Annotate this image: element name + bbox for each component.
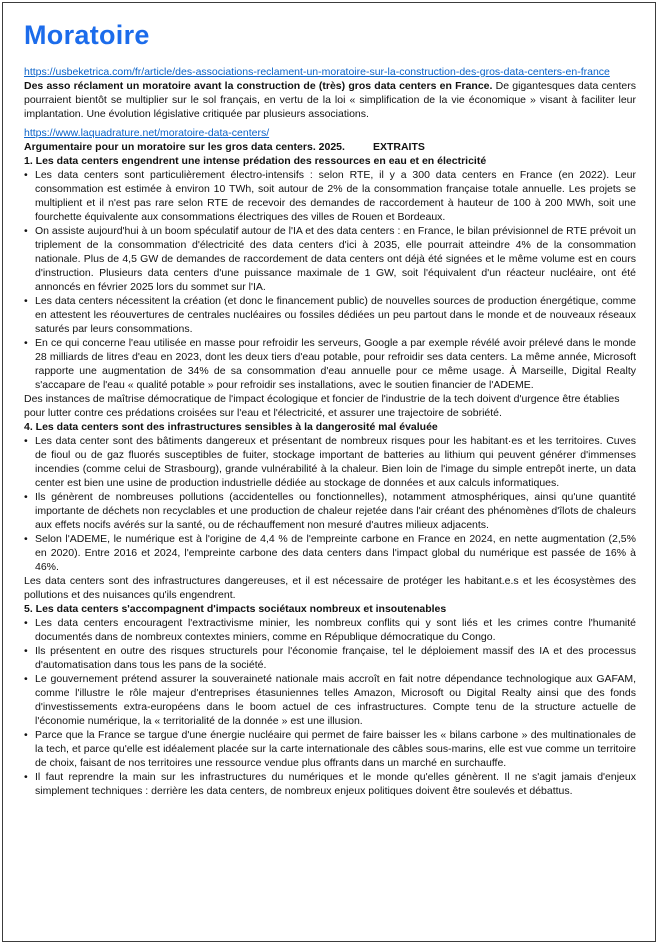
argumentaire-title: Argumentaire pour un moratoire sur les gros data centers. 2025. <box>24 141 345 153</box>
document-content <box>3 3 655 798</box>
extraits-label: EXTRAITS <box>372 141 425 153</box>
section-1-closing: Des instances de maîtrise démocratique de l'impact écologique et foncier de l'industrie de la tech doivent d'urgence être établies pour lutter contre ces prédations croisées sur l'eau et l'électricité, et assurer une trajectoire de sobriété. <box>24 393 620 419</box>
link-paragraph-1 <box>24 65 636 79</box>
bullet-item: • Le gouvernement prétend assurer la souveraineté nationale mais accroît en fait notre dépendance technologique aux GAFAM, comme l'illustre le rôle majeur d'entreprises étasuniennes telles Amazon, Microsoft ou Digital Realty ainsi que des fonds d'investissements extra-européens dans le boom actuel de ces infrastructures. Compte tenu de la structure actuelle de l'économie numérique, la « territorialité de la donnée » est une illusion. <box>24 672 636 728</box>
bullet-item: • Ils présentent en outre des risques structurels pour l'économie française, tel le déploiement massif des IA et des processus d'automatisation dans tous les pans de la société. <box>24 644 636 672</box>
section-1 <box>24 154 636 420</box>
page-title: Moratoire <box>24 20 150 50</box>
bullet-item: • Les data center sont des bâtiments dangereux et présentant de nombreux risques pour les habitant·es et les territoires. Cuves de fioul ou de gaz fluorés susceptibles de fuiter, stockage important de batteries au lithium qui peuvent générer d'immenses incendies (comme celui de Strasbourg), grande vulnérabilité à la chaleur. Bien loin de l'image du simple entrepôt inerte, un data center est bien une usine de production industrielle dédiée au stockage de données et aux calculs informatiques. <box>24 434 636 490</box>
section-4-closing: Les data centers sont des infrastructures dangereuses, et il est nécessaire de protéger les habitant.e.s et les écosystèmes des pollutions et des nuisances qu'ils engendrent. <box>24 575 636 601</box>
bullet-item: • Les data centers encouragent l'extractivisme minier, les nombreux conflits qui y sont liés et les crimes contre l'humanité documentés dans de nombreux contextes miniers, comme en République démocratique du Congo. <box>24 616 636 644</box>
article-link-usbeketrica[interactable]: https://usbeketrica.com/fr/article/des-associations-reclament-un-moratoire-sur-la-construction-des-gros-data-centers-en-france <box>24 66 610 78</box>
bullet-item: • Ils génèrent de nombreuses pollutions (accidentelles ou fonctionnelles), notamment atmosphériques, ainsi qu'une quantité importante de déchets non recyclables et une production de chaleur rejetée dans l'air créant des phénomènes d'îlots de chaleurs aux effets nocifs avérés sur la santé, ou de réchauffement non mesuré d'autres milieux adjacents. <box>24 490 636 532</box>
intro-paragraph <box>24 79 636 121</box>
bullet-item: • On assiste aujourd'hui à un boom spéculatif autour de l'IA et des data centers : en France, le bilan prévisionnel de RTE prévoit un triplement de la consommation d'électricité des data centers d'ici à 2035, elle pourrait atteindre 4% de la consommation nationale. Plus de 4,5 GW de demandes de raccordement de data centers ont déjà été signées et le même volume est en cours d'instruction. Plusieurs data centers d'une puissance maximale de 1 GW, soit l'équivalent d'un réacteur nucléaire, ont été annoncés en février 2025 lors du sommet sur l'IA. <box>24 224 636 294</box>
bullet-item: • Les data centers sont particulièrement électro-intensifs : selon RTE, il y a 300 data centers en France (en 2022). Leur consommation est estimée à environ 10 TWh, soit autour de 2% de la consommation française totale annuelle. Les projets se multiplient et il n'est pas rare selon RTE de recevoir des demandes de raccordement à hauteur de 100 à 200 MWh, soit une fourchette équivalente aux consommations électriques des villes de Rouen et Bordeaux. <box>24 168 636 224</box>
bullet-item: • Il faut reprendre la main sur les infrastructures du numériques et le monde qu'elles génèrent. Il ne s'agit jamais d'enjeux simplement techniques : derrière les data centers, de nombreux enjeux politiques doivent être soulevés et débattus. <box>24 770 636 798</box>
argumentaire-line <box>24 140 636 154</box>
section-5-heading: 5. Les data centers s'accompagnent d'impacts sociétaux nombreux et insoutenables <box>24 603 447 615</box>
bullet-item: • En ce qui concerne l'eau utilisée en masse pour refroidir les serveurs, Google a par exemple révélé avoir prélevé dans le monde 28 milliards de litres d'eau en 2023, dont les deux tiers d'eau potable, pour refroidir ses data centers. La même année, Microsoft rapporte une augmentation de 34% de sa consommation d'eau annuelle pour ce même usage. À Marseille, Digital Realty s'accapare de l'eau « qualité potable » pour refroidir ses installations, avec le soutien financier de l'ADEME. <box>24 336 636 392</box>
document-page <box>2 2 656 942</box>
article-link-laquadrature[interactable]: https://www.laquadrature.net/moratoire-data-centers/ <box>24 127 270 139</box>
bullet-item: • Selon l'ADEME, le numérique est à l'origine de 4,4 % de l'empreinte carbone en France en 2024, en nette augmentation (2,5% en 2020). Entre 2016 et 2024, l'empreinte carbone des data centers dans l'impact global du numérique est passée de 16% à 46%. <box>24 532 636 574</box>
section-4 <box>24 420 636 602</box>
section-4-heading: 4. Les data centers sont des infrastructures sensibles à la dangerosité mal évaluée <box>24 421 438 433</box>
bullet-item: • Les data centers nécessitent la création (et donc le financement public) de nouvelles sources de production énergétique, comme en attestent les réouvertures de centrales nucléaires ou fossiles dédiées un peu partout dans le monde et de nouveaux réseaux saturés par leurs consommations. <box>24 294 636 336</box>
section-4-bullet-list <box>24 434 636 574</box>
intro-lead-bold: Des asso réclament un moratoire avant la construction de (très) gros data centers en France. <box>24 80 493 92</box>
intro-body-text: De gigantesques data centers pourraient bientôt se multiplier sur le sol français, en vertu de la loi « simplification de la vie économique » visant à faciliter leur implantation. Une évolution législative critiquée par plusieurs associations. <box>24 80 636 120</box>
section-1-heading: 1. Les data centers engendrent une intense prédation des ressources en eau et en électricité <box>24 155 487 167</box>
section-5 <box>24 602 636 798</box>
section-5-bullet-list <box>24 616 636 798</box>
section-1-bullet-list <box>24 168 636 392</box>
bullet-item: • Parce que la France se targue d'une énergie nucléaire qui permet de faire baisser les « bilans carbone » des multinationales de la tech, et parce qu'elle est idéalement placée sur la carte internationale des câbles sous-marins, elle est vue comme un territoire de choix, faisant de nos territoires une ressource vendue plus offrants dans un marché en surchauffe. <box>24 728 636 770</box>
link-paragraph-2 <box>24 126 636 140</box>
